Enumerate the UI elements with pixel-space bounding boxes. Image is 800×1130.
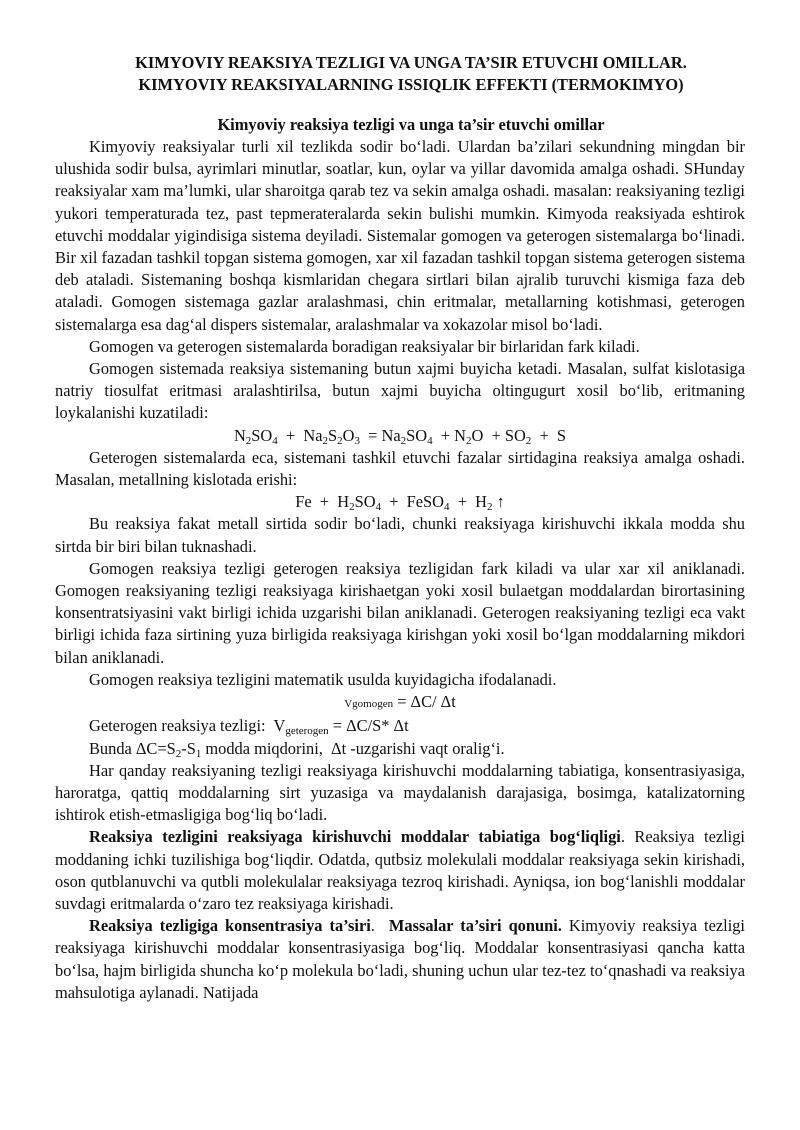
paragraph-5: Bu reaksiya fakat metall sirtida sodir boʻladi, chunki reaksiyaga kirishuvchi ikkala modda shu sirtda bir biri bilan tuknashadi. [55, 514, 745, 556]
paragraph-concentration: Reaksiya tezligiga konsentrasiya ta’siri. Massalar ta’siri qonuni. Kimyoviy reaksiya tezligi reaksiyaga kirishuvchi moddalar konsentrasiyasiga bogʻliq. Moddalar konsentrasiyasi qancha katta boʻlsa, hajm birligida shuncha koʻp molekula boʻladi, shuning uchun ular tez-tez toʻqnashadi va reaksiya mahsulotiga aylanadi. Natijada [55, 916, 745, 1002]
equation-iron-sulfuric-acid: $Fe + H_2SO_4$ + FeSO$_4$ + $H_2$ ↑ [295, 492, 505, 514]
variables-explanation: Bunda $\Delta C=S_2-S_1$ modda miqdorini, Δt -uzgarishi vaqt oraligʻi. [89, 738, 505, 760]
mass-action-law-heading: Massalar ta’siri qonuni. [388, 916, 562, 936]
paragraph-3: Gomogen sistemada reaksiya sistemaning butun xajmi buyicha ketadi. Masalan, sulfat kislotasiga natriy tiosulfat eritmasi aralashtirilsa, butun xajmi buyicha oltingugurt xosil boʻlib, eritmaning loykalanishi kuzatiladi: [55, 359, 745, 423]
document-title [55, 52, 745, 97]
paragraph-factors: Har qanday reaksiyaning tezligi reaksiyaga kirishuvchi moddalarning tabiatiga, konsentrasiyasiga, haroratga, qattiq moddalarning sirt yuzasiga va maydalanish darajasiga, bosimga, katalizatorning ishtirok etish-etmasligiga bogʻliq boʻladi. [55, 760, 745, 825]
paragraph-4: Geterogen sistemalarda eca, sistemani tashkil etuvchi fazalar sirtidagina reaksiya amalga oshadi. Masalan, metallning kislotada erishi: [55, 447, 745, 490]
title-line-2: KIMYOVIY REAKSIYALARNING ISSIQLIK EFFEKTI (TERMOKIMYO) [138, 75, 684, 95]
title-line-1: KIMYOVIY REAKSIYA TEZLIGI VA UNGA TA’SIR ETUVCHI OMILLAR. [135, 53, 687, 72]
paragraph-2: Gomogen va geterogen sistemalarda boradigan reaksiyalar bir birlaridan fark kiladi. [89, 336, 640, 356]
paragraph-1: Kimyoviy reaksiyalar turli xil tezlikda sodir boʻladi. Ulardan ba’zilari sekundning mingdan bir ulushida sodir bulsa, ayrimlari minutlar, soatlar, kun, oylar va yillar davomida amalga oshadi. SHunday reaksiyalar xam ma’lumki, ular sharoitga qarab tez va sekin amalga oshadi. masalan: reaksiyaning tezligi yukori temperaturada tez, past tepmerateralarda sekin bulishi mumkin. Kimyoda reaksiyada eshtirok etuvchi moddalar yigindisiga sistema deyiladi. Sistemalar gomogen va geterogen sistemalarga boʻlinadi. Bir xil fazadan tashkil topgan sistema gomogen, xar xil fazadan tashkil topgan sistema geterogen sistema deb ataladi. Sistemaning boshqa kismlaridan chegara sirtlari bilan ajralib turuvchi kismiga faza deb ataladi. Gomogen sistemaga gazlar aralashmasi, chin eritmalar, metallarning kotishmasi, geterogen sistemalarga esa dagʻal dispers sistemalar, aralashmalar va xokazolar misol boʻladi. [55, 137, 745, 334]
heterogeneous-rate-line: Geterogen reaksiya tezligi: $V_{geterogen} = \Delta C/S*$ Δt [89, 716, 409, 738]
paragraph-7: Gomogen reaksiya tezligini matematik usulda kuyidagicha ifodalanadi. [89, 669, 557, 689]
nature-heading: Reaksiya tezligini reaksiyaga kirishuvchi moddalar tabiatiga bogʻliqligi [89, 827, 621, 847]
equation-homogeneous-rate: Vgomogen = ΔC/ Δt [344, 692, 456, 712]
concentration-heading: Reaksiya tezligiga konsentrasiya ta’siri [89, 916, 371, 936]
section-heading: Kimyoviy reaksiya tezligi va unga ta’sir etuvchi omillar [217, 114, 605, 134]
paragraph-6: Gomogen reaksiya tezligi geterogen reaksiya tezligidan fark kiladi va ular xar xil aniklanadi. Gomogen reaksiyaning tezligi reaksiyaga kirishaetgan yoki xosil bulaetgan moddalardan birortasining konsentratsiyasini vakt birligi ichida uzgarishi bilan aniklanadi. Geterogen reaksiyaning tezligi eca vakt birligi ichida faza sirtining yuza birligida reaksiyaga kirishgan yoki xosil boʻlgan moddalarning mikdori bilan aniklanadi. [55, 558, 745, 667]
paragraph-nature-dependence: Reaksiya tezligini reaksiyaga kirishuvchi moddalar tabiatiga bogʻliqligi. Reaksiya tezligi moddaning ichki tuzilishiga bogʻliqdir. Odatda, qutbsiz molekulali moddalar reaksiyaga sekin kirishadi, oson qutblanuvchi va qutbli molekulalar reaksiyaga tezroq kirishadi. Ayniqsa, ion bogʻlanishli moddalar suvdagi eritmalarda oʻzaro tez reaksiyaga kirishadi. [55, 827, 745, 913]
equation-sodium-thiosulfate: $N_2SO_4 + Na_2S_2O_3 = Na_2SO_4 + N_2O + SO_2 + S$ [233, 425, 567, 447]
